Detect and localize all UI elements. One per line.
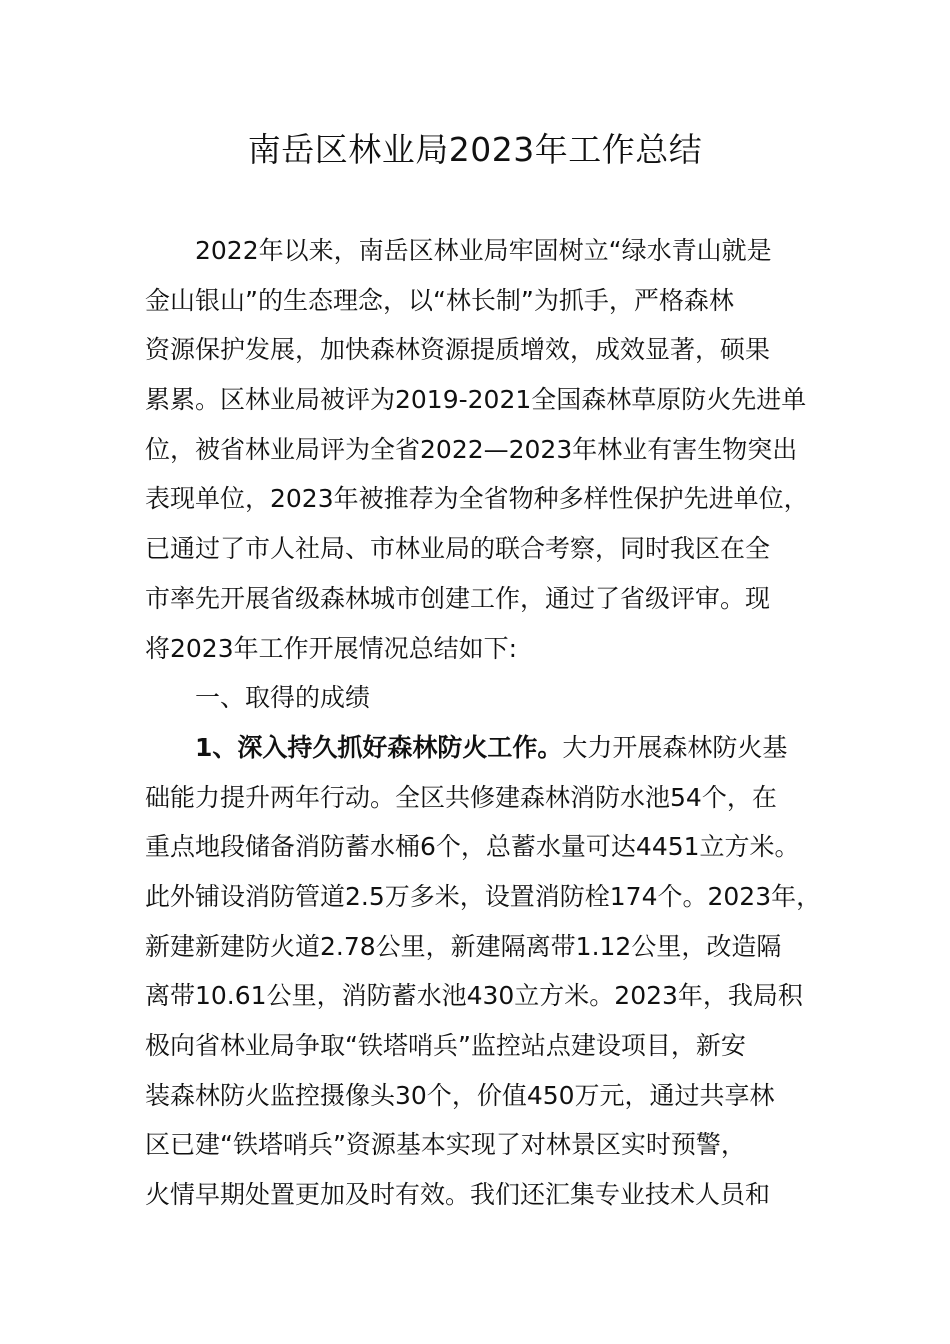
paragraph-line: 位，被省林业局评为全省2022—2023年林业有害生物突出 xyxy=(145,434,798,464)
paragraph-line: 将2023年工作开展情况总结如下: xyxy=(145,633,518,663)
paragraph-line: 重点地段储备消防蓄水桶6个，总蓄水量可达4451立方米。 xyxy=(145,832,800,862)
paragraph-line: 累累。区林业局被评为2019-2021全国森林草原防火先进单 xyxy=(145,385,807,415)
paragraph-line: 表现单位，2023年被推荐为全省物种多样性保护先进单位， xyxy=(145,484,809,514)
paragraph-line: 已通过了市人社局、市林业局的联合考察，同时我区在全 xyxy=(145,534,771,564)
paragraph-line: 区已建“铁塔哨兵”资源基本实现了对林景区实时预警， xyxy=(145,1130,746,1160)
paragraph-line: 资源保护发展，加快森林资源提质增效，成效显著，硕果 xyxy=(145,335,771,365)
subsection-first-line xyxy=(145,723,825,773)
document-title: 南岳区林业局2023年工作总结 xyxy=(247,130,703,169)
paragraph-line: 新建新建防火道2.78公里，新建隔离带1.12公里，改造隔 xyxy=(145,931,782,961)
paragraph-line: 2022年以来，南岳区林业局牢固树立“绿水青山就是 xyxy=(195,236,772,265)
paragraph-line: 装森林防火监控摄像头30个，价值450万元，通过共享林 xyxy=(145,1080,775,1110)
paragraph-line: 火情早期处置更加及时有效。我们还汇集专业技术人员和 xyxy=(145,1180,771,1210)
document-body xyxy=(145,226,825,1220)
paragraph-line: 市率先开展省级森林城市创建工作，通过了省级评审。现 xyxy=(145,583,771,613)
paragraph-line: 金山银山”的生态理念，以“林长制”为抓手，严格森林 xyxy=(145,285,734,315)
paragraph-line: 础能力提升两年行动。全区共修建森林消防水池54个，在 xyxy=(145,782,777,812)
subsection-heading: 1、深入持久抓好森林防火工作。 xyxy=(195,732,563,762)
paragraph-line: 此外铺设消防管道2.5万多米，设置消防栓174个。2023年， xyxy=(145,881,822,911)
subsection-text: 大力开展森林防火基 xyxy=(562,732,788,762)
paragraph-line: 离带10.61公里，消防蓄水池430立方米。2023年，我局积 xyxy=(145,981,803,1011)
paragraph-line: 极向省林业局争取“铁塔哨兵”监控站点建设项目，新安 xyxy=(145,1031,746,1060)
section-heading: 一、取得的成绩 xyxy=(195,683,371,713)
